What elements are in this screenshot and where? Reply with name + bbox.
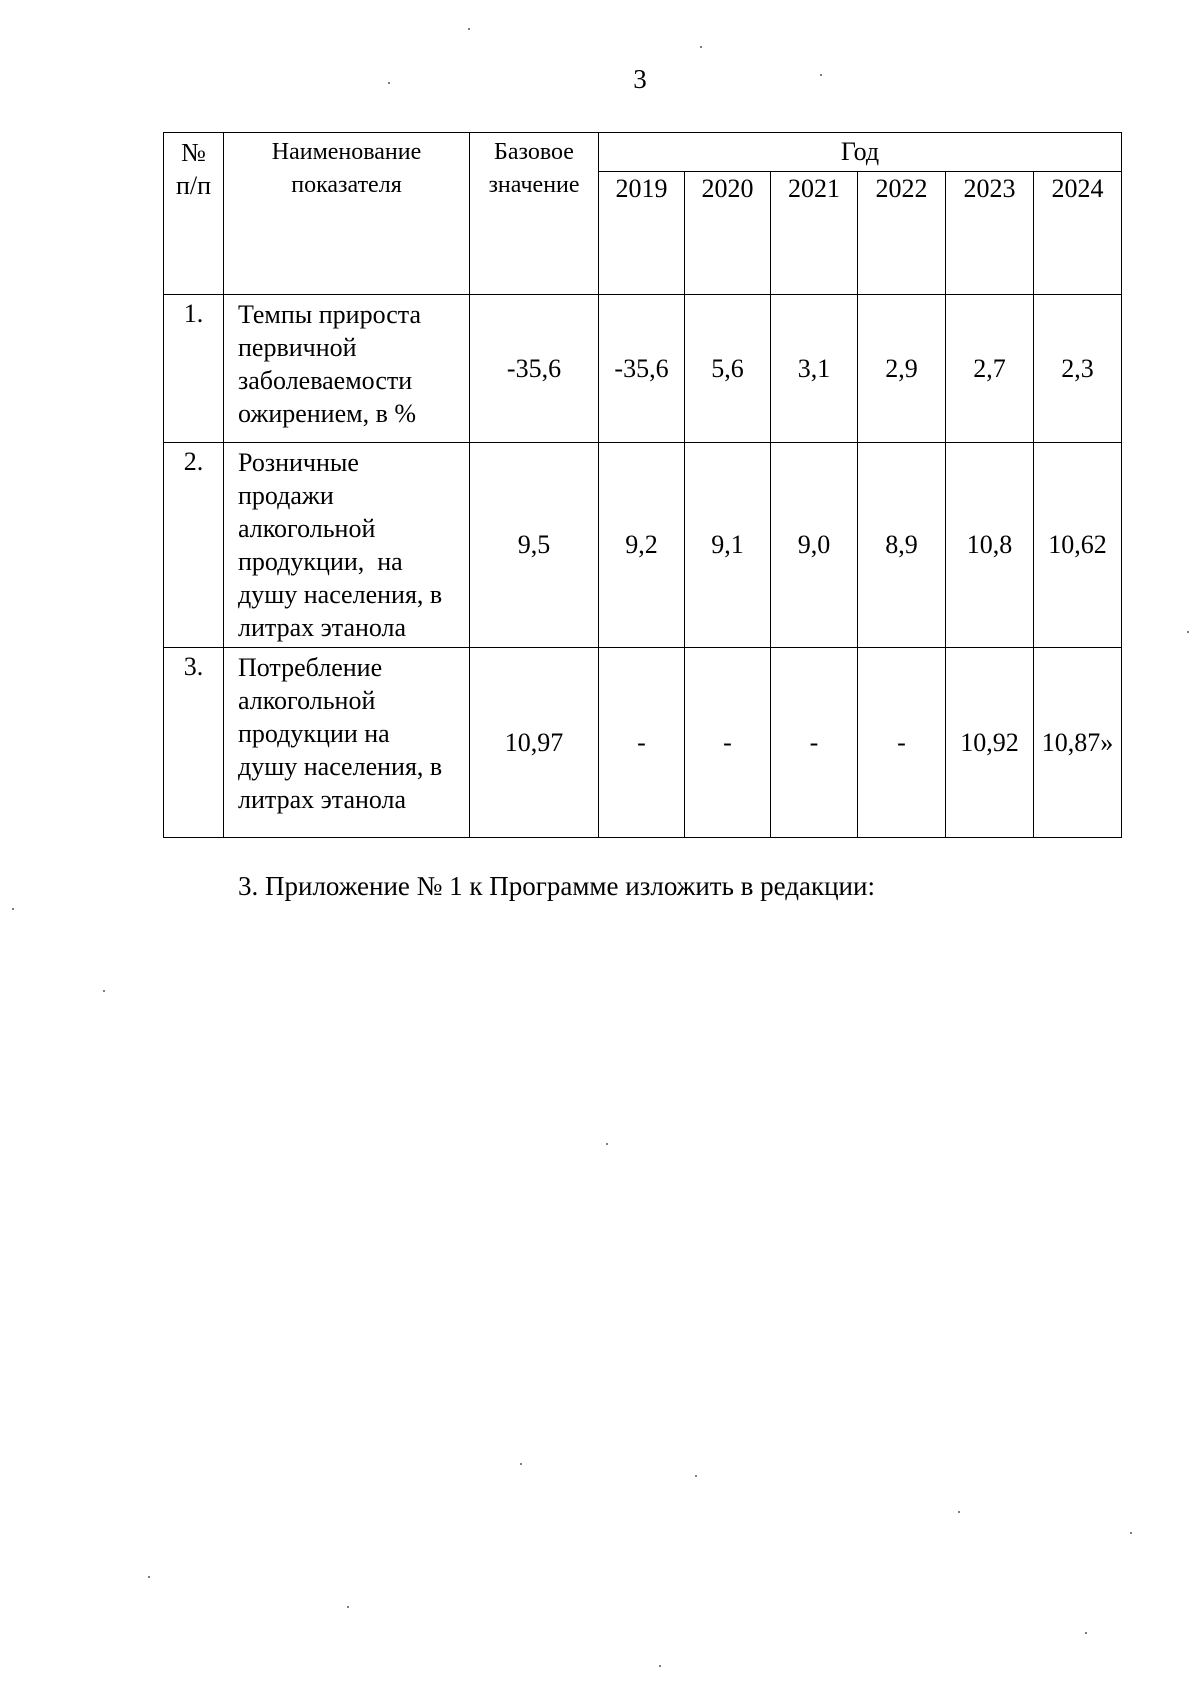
header-base-value [470,133,599,295]
name-line: Розничные [238,448,359,477]
scan-speck [520,1463,522,1465]
header-indicator-name [224,133,470,295]
name-line: продукции на [238,719,390,748]
scan-speck [388,82,390,84]
row-value-2023: 10,8 [946,443,1034,648]
name-line: продажи [238,481,334,510]
row-number: 1. [164,295,224,443]
name-line: ожирением, в % [238,399,417,428]
name-line: алкогольной [238,686,376,715]
scan-speck [700,46,702,48]
header-base-line-2: значение [488,172,580,198]
table-row [164,443,1122,648]
row-indicator-name [224,295,470,443]
name-line: заболеваемости [238,366,413,395]
row-base-value: 10,97 [470,648,599,838]
row-indicator-name [224,648,470,838]
row-value-2022: 2,9 [858,295,946,443]
row-value-2024: 2,3 [1034,295,1122,443]
row-number: 2. [164,443,224,648]
header-year-2019: 2019 [599,172,685,295]
scan-speck [606,1143,608,1145]
scan-speck [1130,1532,1132,1534]
header-row [164,133,1122,172]
scan-speck [1085,1632,1087,1634]
row-base-value: 9,5 [470,443,599,648]
row-value-2022: - [858,648,946,838]
scan-speck [1187,631,1189,633]
row-value-2021: - [771,648,858,838]
header-year-2023: 2023 [946,172,1034,295]
row-value-2020: 5,6 [685,295,771,443]
row-value-2024: 10,87» [1034,648,1122,838]
scan-speck [695,1475,697,1477]
name-line: литрах этанола [238,613,407,642]
scan-speck [12,908,14,910]
table-row [164,648,1122,838]
name-line: продукции, на [238,547,403,576]
scan-speck [468,28,470,30]
row-indicator-name [224,443,470,648]
row-number: 3. [164,648,224,838]
scan-speck [148,1576,150,1578]
name-line: литрах этанола [238,785,407,814]
row-value-2021: 9,0 [771,443,858,648]
row-value-2020: - [685,648,771,838]
scan-speck [820,74,822,76]
row-value-2019: -35,6 [599,295,685,443]
row-value-2022: 8,9 [858,443,946,648]
name-line: душу населения, в [238,752,443,781]
paragraph-appendix-note: 3. Приложение № 1 к Программе изложить в редакции: [238,871,875,901]
header-year-2020: 2020 [685,172,771,295]
header-year-group: Год [599,133,1122,172]
header-year-2024: 2024 [1034,172,1122,295]
indicators-table [163,132,1122,838]
row-value-2019: 9,2 [599,443,685,648]
row-base-value: -35,6 [470,295,599,443]
scan-speck [103,990,105,992]
page-number: 3 [633,64,647,94]
row-value-2019: - [599,648,685,838]
row-value-2020: 9,1 [685,443,771,648]
name-line: Потребление [238,653,383,682]
header-year-2021: 2021 [771,172,858,295]
name-line: первичной [238,333,357,362]
scan-speck [958,1511,960,1513]
header-year-2022: 2022 [858,172,946,295]
row-value-2021: 3,1 [771,295,858,443]
row-value-2023: 10,92 [946,648,1034,838]
scan-speck [347,1606,349,1608]
header-number [164,133,224,295]
name-line: душу населения, в [238,580,443,609]
scan-speck [659,1665,661,1667]
header-number-line-2: п/п [175,171,212,200]
table-row [164,295,1122,443]
name-line: алкогольной [238,514,376,543]
header-name-line-2: показателя [291,172,402,198]
row-value-2023: 2,7 [946,295,1034,443]
name-line: Темпы прироста [238,300,422,329]
header-base-line-1: Базовое [494,139,574,165]
header-name-line-1: Наименование [271,139,422,165]
header-number-line-1: № [181,138,206,167]
row-value-2024: 10,62 [1034,443,1122,648]
